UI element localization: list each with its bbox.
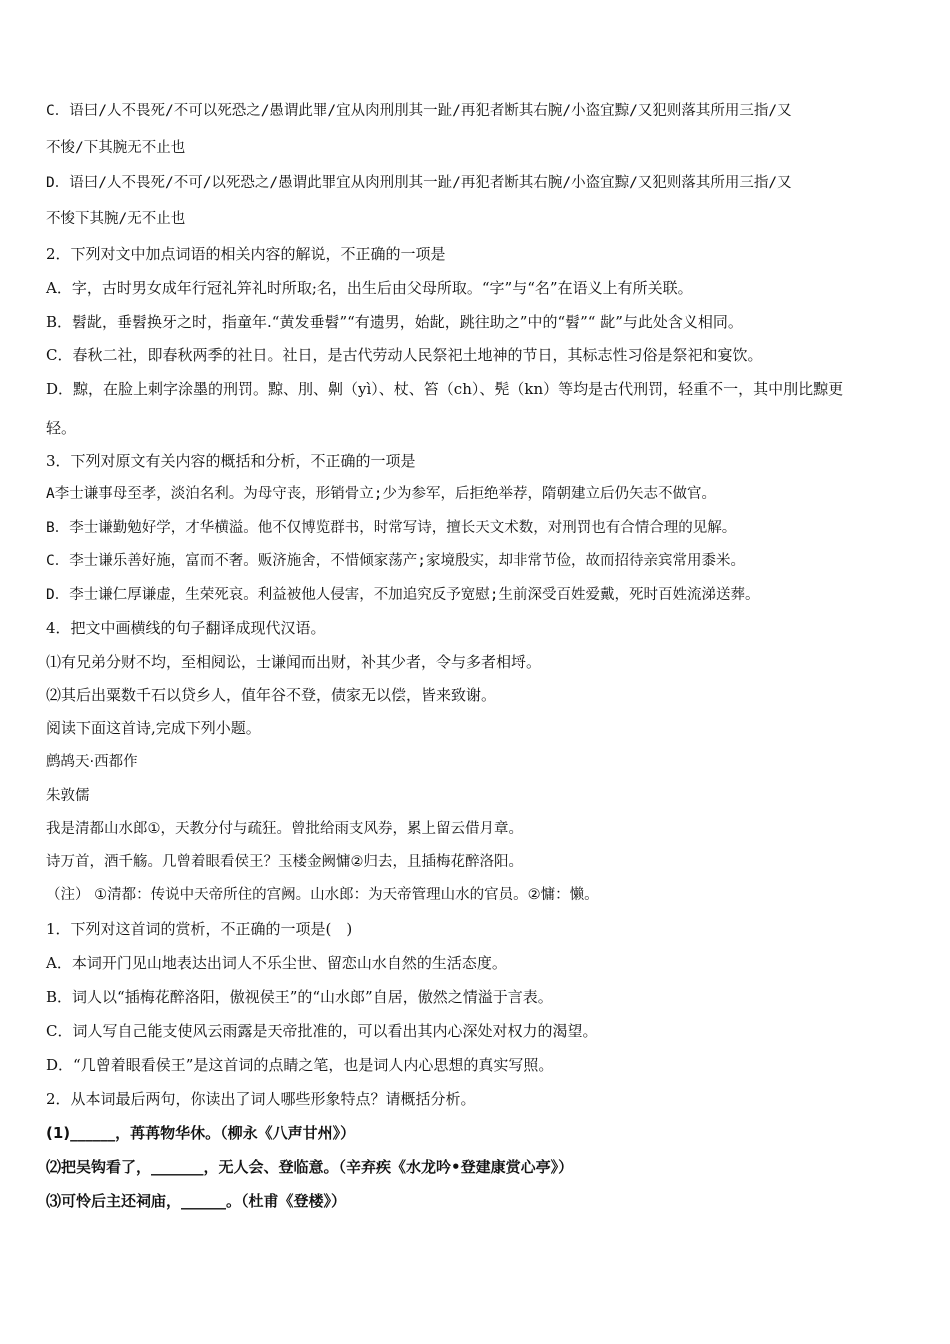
poem-question-2: 2．从本词最后两句，你读出了词人哪些形象特点？请概括分析。 xyxy=(46,1090,476,1108)
option-d-line-1: D．语曰/人不畏死/不可/以死恐之/愚谓此罪宜从肉刑刖其一趾/再犯者断其右腕/小盗宜黥/又犯则落其所用三指/又 xyxy=(46,175,792,191)
q4-sentence-1: ⑴有兄弟分财不均，至相阋讼，士谦闻而出财，补其少者，令与多者相埒。 xyxy=(46,653,542,671)
option-c-line-2: 不悛/下其腕无不止也 xyxy=(46,140,186,156)
option-d-line-2: 不悛下其腕/无不止也 xyxy=(46,211,186,227)
q2-option-a: A．字，古时男女成年行冠礼笄礼时所取;名，出生后由父母所取。“字”与“名”在语义上有所关联。 xyxy=(46,279,693,297)
poem-question-1: 1．下列对这首词的赏析，不正确的一项是( ) xyxy=(46,920,353,938)
poem-title: 鹧鸪天·西都作 xyxy=(46,754,138,770)
poem-notes: （注） ①清都：传说中天帝所住的宫阙。山水郎：为天帝管理山水的官员。②慵：懒。 xyxy=(46,887,599,903)
q3-option-a: A李士谦事母至孝，淡泊名利。为母守丧，形销骨立;少为参军，后拒绝举荐，隋朝建立后仍矢志不做官。 xyxy=(46,486,716,502)
q3-option-d: D．李士谦仁厚谦虚，生荣死哀。利益被他人侵害，不加追究反予宽慰;生前深受百姓爱戴，死时百姓流涕送葬。 xyxy=(46,587,760,603)
poem-stanza-1: 我是清都山水郎①，天教分付与疏狂。曾批给雨支风券，累上留云借月章。 xyxy=(46,821,523,837)
q2-option-d-line-1: D．黥，在脸上刺字涂墨的刑罚。黥、刖、劓（yì）、杖、笞（ch）、髡（kn）等均是古代刑罚，轻重不一，其中刖比黥更 xyxy=(46,380,844,398)
fill-blank-2: ⑵把吴钩看了，_______，无人会、登临意。（辛弃疾《水龙吟•登建康赏心亭》） xyxy=(46,1158,574,1176)
poem-q1-option-c: C．词人写自己能支使风云雨露是天帝批准的，可以看出其内心深处对权力的渴望。 xyxy=(46,1022,598,1040)
poem-q1-option-d: D．“几曾着眼看侯王”是这首词的点睛之笔，也是词人内心思想的真实写照。 xyxy=(46,1056,554,1074)
question-3: 3．下列对原文有关内容的概括和分析，不正确的一项是 xyxy=(46,452,416,470)
poem-instruction: 阅读下面这首诗,完成下列小题。 xyxy=(46,719,261,737)
q3-option-c: C．李士谦乐善好施，富而不奢。贩济施舍，不惜倾家荡产;家境殷实，却非常节俭，故而招待亲宾常用黍米。 xyxy=(46,553,745,569)
poem-stanza-2: 诗万首，酒千觞。几曾着眼看侯王？玉楼金阙慵②归去，且插梅花醉洛阳。 xyxy=(46,854,523,870)
question-4: 4．把文中画横线的句子翻译成现代汉语。 xyxy=(46,619,326,637)
poem-q1-option-b: B．词人以“插梅花醉洛阳，傲视侯王”的“山水郎”自居，傲然之情溢于言表。 xyxy=(46,988,553,1006)
q2-option-d-line-2: 轻。 xyxy=(46,419,77,437)
poem-author: 朱敦儒 xyxy=(46,788,90,804)
fill-blank-1: (1)______，苒苒物华休。（柳永《八声甘州》） xyxy=(46,1124,356,1142)
q2-option-c: C．春秋二社，即春秋两季的社日。社日，是古代劳动人民祭祀土地神的节日，其标志性习俗是祭祀和宴饮。 xyxy=(46,346,763,364)
question-2: 2．下列对文中加点词语的相关内容的解说，不正确的一项是 xyxy=(46,245,446,263)
fill-blank-3: ⑶可怜后主还祠庙，______。（杜甫《登楼》） xyxy=(46,1192,347,1210)
q4-sentence-2: ⑵其后出粟数千石以贷乡人，值年谷不登，债家无以偿，皆来致谢。 xyxy=(46,686,497,704)
option-c-line-1: C．语曰/人不畏死/不可以死恐之/愚谓此罪/宜从肉刑刖其一趾/再犯者断其右腕/小盗宜黥/又犯则落其所用三指/又 xyxy=(46,103,792,119)
q2-option-b: B．髫龀，垂髫换牙之时，指童年.“黄发垂髫”“有遗男，始龀，跳往助之”中的“髫”“ 龀”与此处含义相同。 xyxy=(46,313,743,331)
q3-option-b: B．李士谦勤勉好学，才华横溢。他不仅博览群书，时常写诗，擅长天文术数，对刑罚也有合情合理的见解。 xyxy=(46,520,737,536)
poem-q1-option-a: A．本词开门见山地表达出词人不乐尘世、留恋山水自然的生活态度。 xyxy=(46,954,507,972)
